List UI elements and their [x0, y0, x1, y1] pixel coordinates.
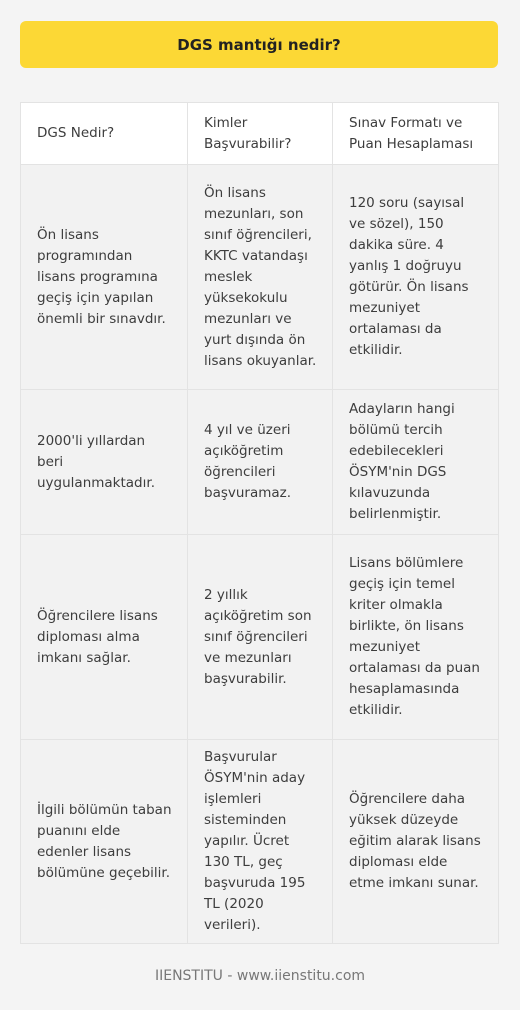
table-row	[21, 165, 499, 390]
table-cell: Öğrencilere lisans diploması alma imkanı sağlar.	[21, 535, 188, 740]
page-title: DGS mantığı nedir?	[20, 21, 498, 68]
table-cell: Ön lisans programından lisans programına geçiş için yapılan önemli bir sınavdır.	[21, 165, 188, 390]
footer-credit: IIENSTITU - www.iienstitu.com	[154, 968, 366, 984]
table-cell: Ön lisans mezunları, son sınıf öğrencileri, KKTC vatandaşı meslek yüksekokulu mezunları ve yurt dışında ön lisans okuyanlar.	[188, 165, 333, 390]
table-cell: Adayların hangi bölümü tercih edebilecekleri ÖSYM'nin DGS kılavuzunda belirlenmiştir.	[333, 390, 499, 535]
table-cell: 2000'li yıllardan beri uygulanmaktadır.	[21, 390, 188, 535]
column-header-kimler-basvurabilir: Kimler Başvurabilir?	[188, 103, 333, 165]
table-row	[21, 390, 499, 535]
table-row	[21, 535, 499, 740]
table-header-row	[21, 103, 499, 165]
table-cell: İlgili bölümün taban puanını elde edenler lisans bölümüne geçebilir.	[21, 740, 188, 944]
column-header-dgs-nedir: DGS Nedir?	[21, 103, 188, 165]
table-row	[21, 740, 499, 944]
table-cell: 2 yıllık açıköğretim son sınıf öğrencileri ve mezunları başvurabilir.	[188, 535, 333, 740]
comparison-table	[20, 102, 498, 944]
column-header-sinav-formati: Sınav Formatı ve Puan Hesaplaması	[333, 103, 499, 165]
table-cell: 120 soru (sayısal ve sözel), 150 dakika süre. 4 yanlış 1 doğruyu götürür. Ön lisans mezuniyet ortalaması da etkilidir.	[333, 165, 499, 390]
table-cell: Başvurular ÖSYM'nin aday işlemleri sisteminden yapılır. Ücret 130 TL, geç başvuruda 195 TL (2020 verileri).	[188, 740, 333, 944]
table-cell: Öğrencilere daha yüksek düzeyde eğitim alarak lisans diploması elde etme imkanı sunar.	[333, 740, 499, 944]
table-cell: 4 yıl ve üzeri açıköğretim öğrencileri başvuramaz.	[188, 390, 333, 535]
table-cell: Lisans bölümlere geçiş için temel kriter olmakla birlikte, ön lisans mezuniyet ortalaması da puan hesaplamasında etkilidir.	[333, 535, 499, 740]
